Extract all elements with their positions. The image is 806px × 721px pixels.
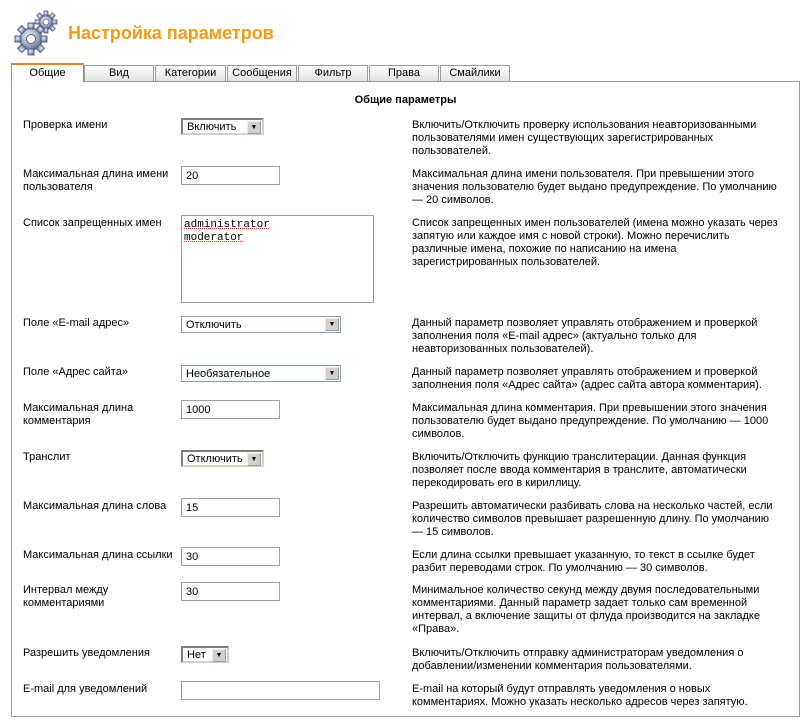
setting-label: Интервал между комментариями (23, 584, 109, 609)
setting-label: Максимальная длина комментария (23, 402, 134, 427)
setting-description: E-mail на который будут отправлять уведомления о новых комментариях. Можно указать несколько адресов через запятую. (412, 683, 748, 708)
name-max-length-input[interactable]: 20 (181, 166, 280, 185)
name-check-select[interactable] (181, 118, 264, 135)
setting-description: Данный параметр позволяет управлять отображением и проверкой заполнения поля «Адрес сайта» (адрес сайта автора комментария). (412, 366, 762, 391)
setting-description: Если длина ссылки превышает указанную, то текст в ссылке будет разбит переводами строк. По умолчанию — 30 символов. (412, 549, 755, 574)
tab-smileys[interactable]: Смайлики (440, 65, 510, 81)
translit-select[interactable] (181, 450, 264, 467)
select-value: Отключить (186, 319, 242, 331)
notifications-select[interactable] (181, 646, 229, 663)
select-value: Включить (187, 121, 237, 133)
setting-description: Максимальная длина имени пользователя. При превышении этого значения пользователю будет выдано предупреждение. По умолчанию — 20 символов. (412, 168, 777, 206)
setting-label: Проверка имени (23, 119, 108, 131)
chevron-down-icon[interactable]: ▼ (247, 121, 261, 134)
setting-label: E-mail для уведомлений (23, 683, 148, 695)
chevron-down-icon[interactable]: ▼ (325, 318, 339, 331)
comment-max-length-input[interactable]: 1000 (181, 400, 280, 419)
banned-names-textarea[interactable] (181, 215, 374, 303)
settings-panel (11, 81, 800, 717)
setting-label: Поле «Адрес сайта» (23, 366, 128, 378)
textarea-line: moderator (184, 232, 244, 244)
setting-description: Список запрещенных имен пользователей (имена можно указать через запятую или каждое имя с новой строки). Можно перечислить различные имена, похожие по написанию на имена зарегистрированных пользователей. (412, 217, 778, 268)
setting-description: Включить/Отключить функцию транслитерации. Данная функция позволяет после ввода комментария в транслите, автоматически перекодировать его в кириллицу. (412, 451, 747, 489)
chevron-down-icon[interactable]: ▼ (325, 367, 339, 380)
panel-title: Общие параметры (354, 94, 457, 106)
tab-view[interactable]: Вид (84, 65, 154, 81)
email-field-select[interactable] (181, 316, 341, 333)
setting-label: Максимальная длина ссылки (23, 549, 173, 561)
select-value: Необязательное (186, 368, 271, 380)
comment-interval-input[interactable]: 30 (181, 582, 280, 601)
tab-categories[interactable]: Категории (155, 65, 226, 81)
setting-label: Максимальная длина имени пользователя (23, 168, 169, 193)
setting-description: Разрешить автоматически разбивать слова на несколько частей, если количество символов превышает разрешенную длину. По умолчанию — 15 символов. (412, 500, 773, 538)
setting-description: Максимальная длина комментария. При превышении этого значения пользователю будет выдано предупреждение. По умолчанию — 1000 символов. (412, 402, 769, 440)
setting-label: Список запрещенных имен (23, 217, 162, 229)
chevron-down-icon[interactable]: ▼ (247, 453, 261, 466)
textarea-line: administrator (184, 219, 270, 231)
link-max-length-input[interactable]: 30 (181, 547, 280, 566)
tab-filter[interactable]: Фильтр (298, 65, 368, 81)
select-value: Нет (187, 649, 206, 661)
gears-icon (14, 10, 62, 56)
chevron-down-icon[interactable]: ▼ (212, 649, 226, 662)
settings-tabs (11, 63, 801, 81)
tab-messages[interactable]: Сообщения (227, 65, 297, 81)
setting-label: Разрешить уведомления (23, 647, 150, 659)
word-max-length-input[interactable]: 15 (181, 498, 280, 517)
notify-email-input[interactable] (181, 681, 380, 700)
tab-rights[interactable]: Права (369, 65, 439, 81)
setting-description: Данный параметр позволяет управлять отображением и проверкой заполнения поля «E-mail адрес» (актуально только для неавторизованных пользователей). (412, 317, 758, 355)
setting-label: Транслит (23, 451, 71, 463)
tab-general[interactable]: Общие (11, 63, 84, 82)
setting-description: Минимальное количество секунд между двумя последовательными комментариями. Данный параметр задает только сам временной интервал, а включение защиты от флуда производится на закладке «Права». (412, 584, 760, 635)
setting-description: Включить/Отключить проверку использования неавторизованными пользователями имен существующих зарегистрированных пользователей. (412, 119, 757, 157)
site-field-select[interactable] (181, 365, 341, 382)
setting-label: Максимальная длина слова (23, 500, 167, 512)
page-title: Настройка параметров (68, 23, 274, 43)
setting-label: Поле «E-mail адрес» (23, 317, 130, 329)
select-value: Отключить (187, 453, 243, 465)
setting-description: Включить/Отключить отправку администраторам уведомления о добавлении/изменении комментария пользователями. (412, 647, 744, 672)
